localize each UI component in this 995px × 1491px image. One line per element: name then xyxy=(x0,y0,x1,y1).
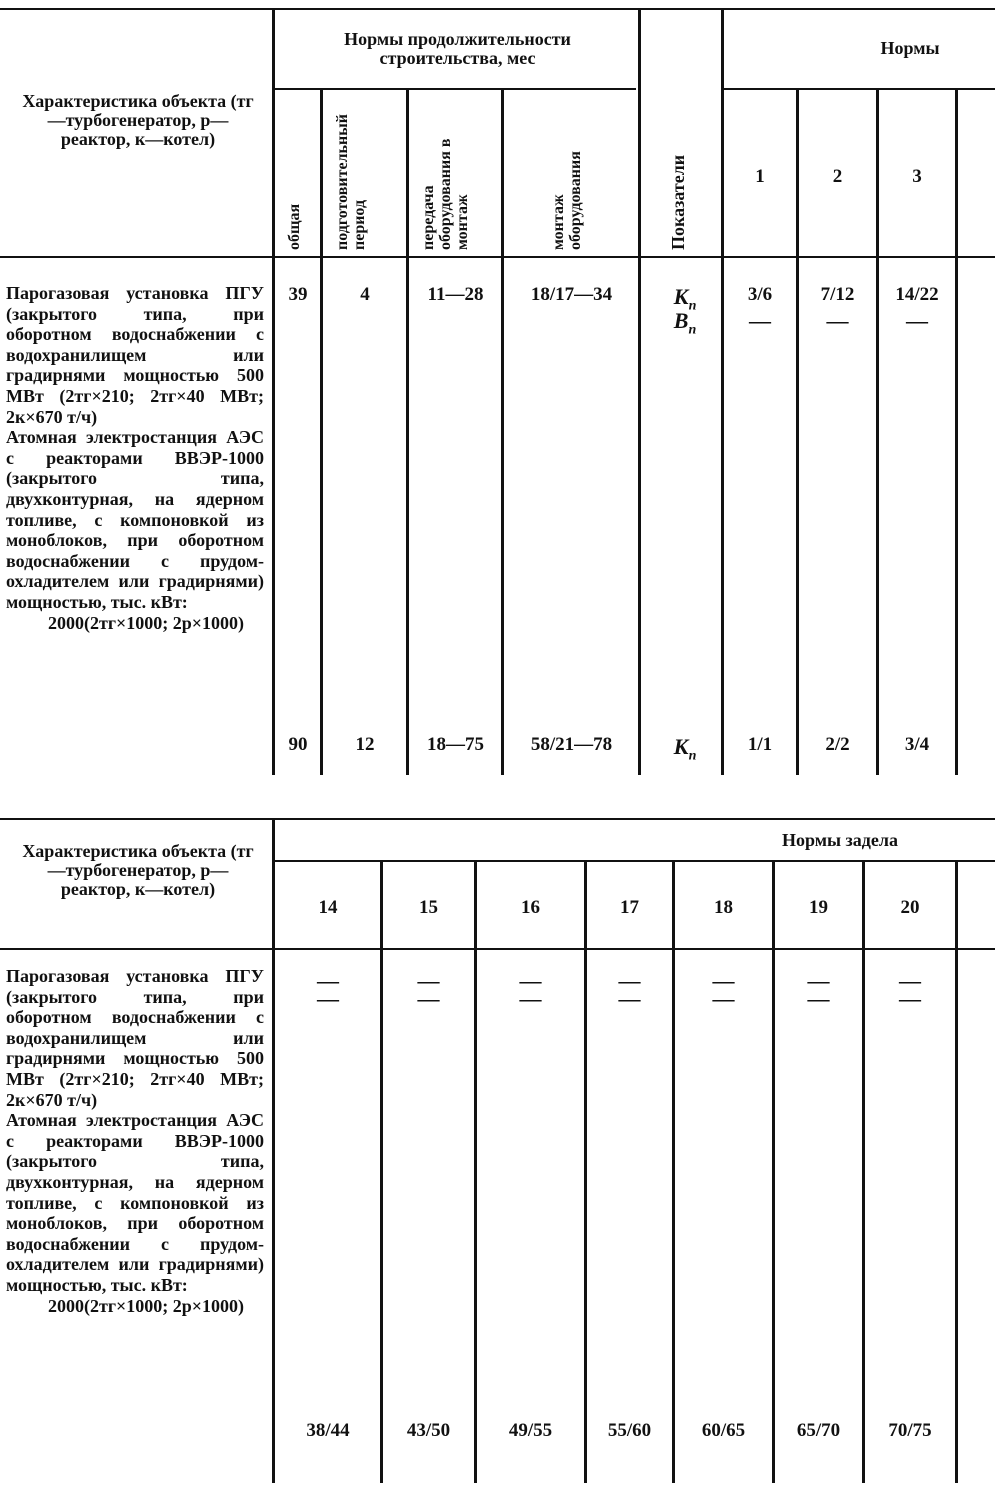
desc-aes-sub: 2000(2тг×1000; 2р×1000) xyxy=(48,612,245,633)
col-divider xyxy=(721,8,724,775)
aes-value-18: 60/65 xyxy=(701,1420,746,1441)
aes-norm-3: 3/4 xyxy=(904,734,930,755)
col-15: 15 xyxy=(419,897,438,918)
aes-indicator-k xyxy=(650,734,720,764)
ptu-dash: — xyxy=(899,986,921,1011)
col-divider xyxy=(862,862,865,1483)
indicator-letter: К xyxy=(673,734,689,759)
col-header-mount: монтаж оборудования xyxy=(550,151,584,250)
ptu-dash: — xyxy=(899,968,921,993)
ptu-dash: — xyxy=(519,968,542,993)
desc-aes: Атомная электростанция АЭС с реакторами ВВЭР-1000 (закрытого типа, двухконтурная, на ядерном топливе, с компоновкой из моноблоков, при оборотном водоснабжении с прудом-охладителем или градирнями) мощностью, тыс. кВт: xyxy=(6,1110,264,1295)
col-14: 14 xyxy=(318,897,338,918)
col-divider xyxy=(272,8,275,775)
indicator-subscript: п xyxy=(688,322,697,338)
col-17: 17 xyxy=(620,897,639,918)
col-divider xyxy=(955,90,958,775)
aes-prep: 12 xyxy=(355,734,375,755)
col-divider xyxy=(955,862,958,1483)
ptu-dash: — xyxy=(618,986,641,1011)
duration-group-rule xyxy=(274,88,636,90)
ptu-dash: — xyxy=(807,968,830,993)
characteristic-header: Характеристика объекта (тг—турбогенератор, р—реактор, к—котел) xyxy=(22,91,254,149)
header-bottom-rule xyxy=(0,948,995,950)
indicator-subscript: п xyxy=(688,748,697,764)
col-divider xyxy=(638,8,641,775)
col-divider xyxy=(772,862,775,1483)
col-16: 16 xyxy=(521,897,540,918)
aes-value-15: 43/50 xyxy=(406,1420,451,1441)
col-18: 18 xyxy=(714,897,733,918)
aes-value-19: 65/70 xyxy=(796,1420,841,1441)
ptu-indicator-b xyxy=(650,308,720,338)
ptu-b-dash: — xyxy=(906,308,928,333)
ptu-b-dash: — xyxy=(826,308,849,333)
ptu-dash: — xyxy=(712,968,735,993)
aes-total: 90 xyxy=(288,734,308,755)
col-19: 19 xyxy=(809,897,828,918)
ptu-dash: — xyxy=(317,968,339,993)
norms-group-header: Нормы xyxy=(880,38,940,58)
object-descriptions xyxy=(6,283,264,633)
col-divider xyxy=(474,862,477,1483)
col-header-transfer: передача оборудования в монтаж xyxy=(420,138,471,250)
aes-norm-1: 1/1 xyxy=(747,734,773,755)
ptu-dash: — xyxy=(317,986,339,1011)
col-divider xyxy=(672,862,675,1483)
ptu-prep: 4 xyxy=(360,284,370,305)
col-header-prep: подготовительный период xyxy=(334,114,368,250)
col-20: 20 xyxy=(900,897,920,918)
ptu-norm-1: 3/6 xyxy=(747,284,773,305)
indicator-letter: К xyxy=(673,284,689,309)
desc-ptu: Парогазовая установка ПГУ (закрытого типа, при оборотном водоснабжении с водохранилищем или градирнями мощностью 500 МВт (2тг×210; 2тг×40 МВт; 2к×670 т/ч) xyxy=(6,283,264,427)
aes-value-14: 38/44 xyxy=(306,1420,350,1441)
ptu-dash: — xyxy=(712,986,735,1011)
top-rule xyxy=(0,818,995,820)
desc-ptu: Парогазовая установка ПГУ (закрытого типа, при оборотном водоснабжении с водохранилищем или градирнями мощностью 500 МВт (2тг×210; 2тг×40 МВт; 2к×670 т/ч) xyxy=(6,966,264,1110)
characteristic-header: Характеристика объекта (тг—турбогенератор, р—реактор, к—котел) xyxy=(22,841,254,899)
indicator-subscript: п xyxy=(688,298,697,314)
col-divider xyxy=(272,818,275,1483)
col-divider xyxy=(501,90,504,775)
aes-value-17: 55/60 xyxy=(607,1420,652,1441)
object-descriptions xyxy=(6,966,264,1316)
ptu-transfer: 11—28 xyxy=(427,284,484,305)
aes-mount: 58/21—78 xyxy=(530,734,613,755)
norm-col-3: 3 xyxy=(912,166,922,187)
aes-value-20: 70/75 xyxy=(888,1420,932,1441)
ptu-dash: — xyxy=(618,968,641,993)
col-divider xyxy=(380,862,383,1483)
ptu-b-dash: — xyxy=(749,308,771,333)
ptu-dash: — xyxy=(417,986,440,1011)
top-rule xyxy=(0,8,995,10)
col-divider xyxy=(320,90,323,775)
col-header-total: общая xyxy=(286,203,303,250)
ptu-dash: — xyxy=(807,986,830,1011)
duration-group-header: Нормы продолжительности строительства, мес xyxy=(344,29,571,68)
ptu-dash: — xyxy=(519,986,542,1011)
aes-transfer: 18—75 xyxy=(427,734,484,755)
col-divider xyxy=(584,862,587,1483)
aes-norm-2: 2/2 xyxy=(825,734,850,755)
ptu-dash: — xyxy=(417,968,440,993)
norm-col-1: 1 xyxy=(755,166,765,187)
indicator-letter: В xyxy=(673,308,689,333)
norms-group-header: Нормы задела xyxy=(782,830,898,850)
ptu-total: 39 xyxy=(288,284,308,305)
col-divider xyxy=(876,90,879,775)
ptu-norm-3: 14/22 xyxy=(895,284,939,305)
col-divider xyxy=(406,90,409,775)
desc-aes: Атомная электростанция АЭС с реакторами ВВЭР-1000 (закрытого типа, двухконтурная, на ядерном топливе, с компоновкой из моноблоков, при оборотном водоснабжении с прудом-охладителем или градирнями) мощностью, тыс. кВт: xyxy=(6,427,264,612)
ptu-mount: 18/17—34 xyxy=(530,284,613,305)
ptu-norm-2: 7/12 xyxy=(820,284,855,305)
desc-aes-sub: 2000(2тг×1000; 2р×1000) xyxy=(48,1295,245,1316)
col-header-indicators: Показатели xyxy=(668,154,688,250)
col-divider xyxy=(796,90,799,775)
aes-value-16: 49/55 xyxy=(508,1420,553,1441)
header-bottom-rule xyxy=(0,256,995,258)
norm-col-2: 2 xyxy=(832,166,843,187)
